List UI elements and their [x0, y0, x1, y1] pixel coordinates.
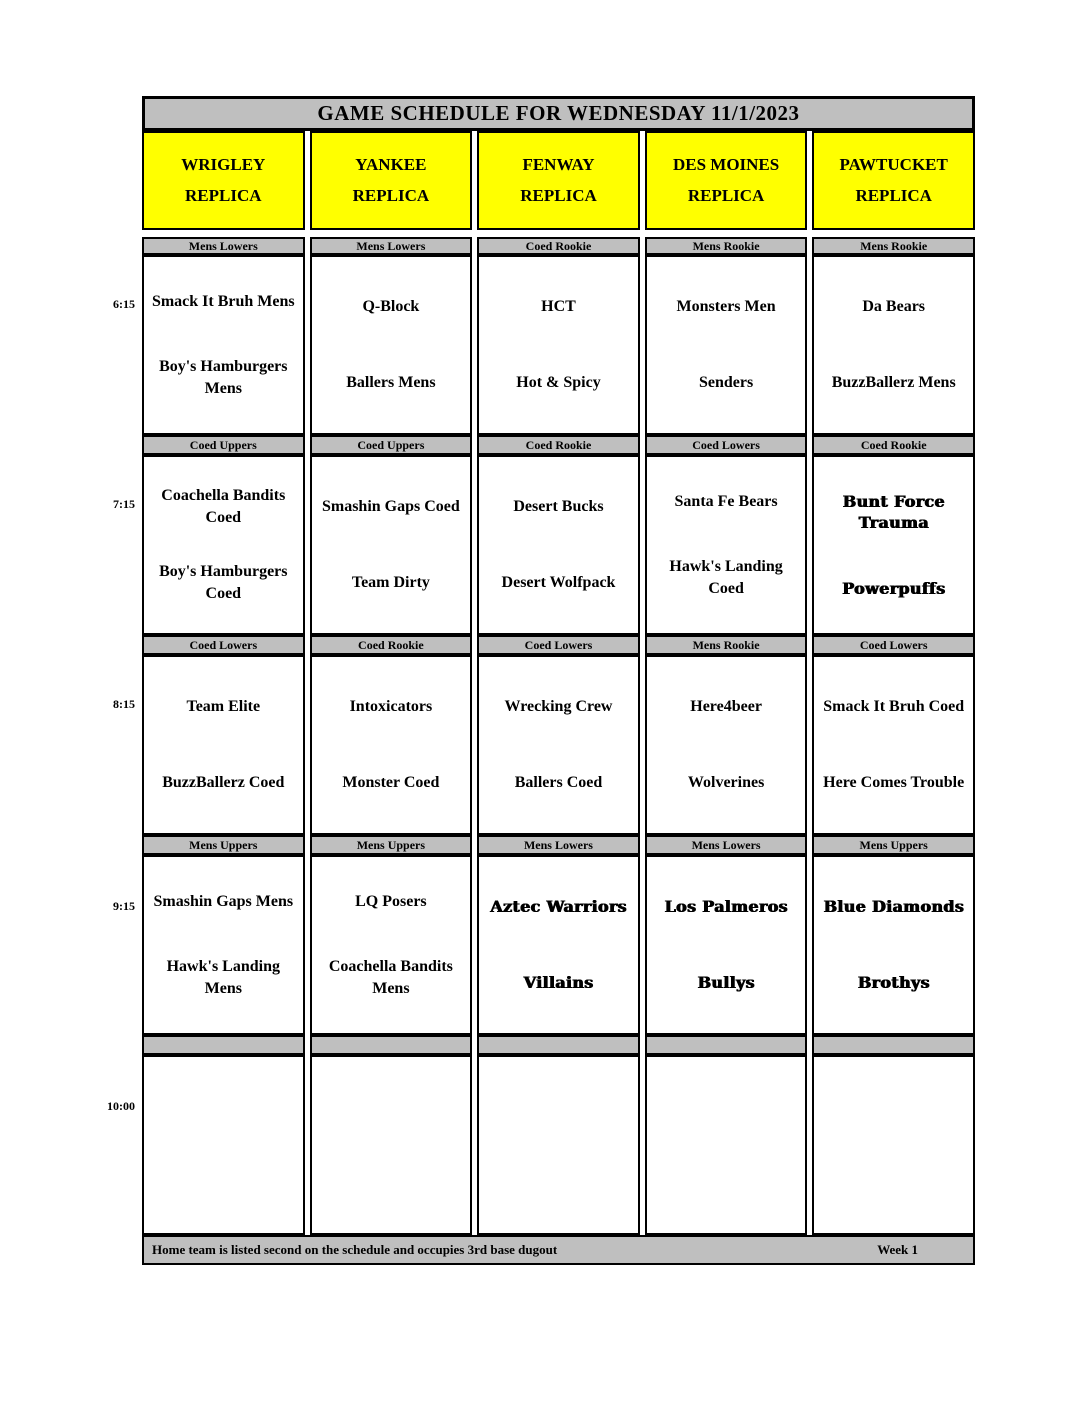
away-team: Here4beer: [690, 698, 762, 716]
field-name: YANKEE: [355, 155, 427, 175]
home-team: Wolverines: [687, 774, 765, 792]
division-label: Mens Lowers: [477, 835, 640, 855]
division-label: Coed Uppers: [310, 435, 473, 455]
away-team: Bunt Force Trauma: [842, 491, 945, 533]
game-cell: [477, 255, 640, 435]
home-team: Monster Coed: [342, 774, 440, 792]
division-label: Coed Lowers: [477, 635, 640, 655]
division-label: Coed Uppers: [142, 435, 305, 455]
home-team: Villains: [523, 973, 594, 993]
game-cell: [645, 455, 808, 635]
division-label: Coed Lowers: [142, 635, 305, 655]
division-label: Mens Uppers: [812, 835, 975, 855]
game-cell: [812, 255, 975, 435]
away-team: HCT: [541, 298, 576, 316]
time-label: 9:15: [113, 899, 135, 913]
division-label: Coed Rookie: [477, 237, 640, 255]
field-name: WRIGLEY: [181, 155, 266, 175]
away-team: Coachella Bandits Coed: [161, 487, 286, 526]
away-team: Aztec Warriors: [490, 897, 627, 917]
game-cell: [812, 1055, 975, 1235]
home-team: Brothys: [857, 973, 930, 993]
field-type: REPLICA: [687, 185, 765, 205]
schedule-table: [142, 96, 975, 1265]
field-type: REPLICA: [185, 185, 262, 205]
game-cell: [645, 655, 808, 835]
field-type: REPLICA: [352, 185, 430, 205]
away-team: Blue Diamonds: [823, 897, 965, 917]
away-team: Smashin Gaps Coed: [321, 498, 460, 516]
header-gap: [142, 230, 975, 237]
time-label: 7:15: [113, 497, 135, 511]
home-team: Bullys: [697, 973, 755, 993]
division-label: Mens Uppers: [310, 835, 473, 855]
division-label: Mens Rookie: [645, 635, 808, 655]
division-label: [477, 1035, 640, 1055]
field-header-des-moines: [645, 131, 808, 230]
game-cell: [645, 855, 808, 1035]
away-team: Smack It Bruh Coed: [823, 698, 965, 716]
division-label: [142, 1035, 305, 1055]
away-team: Q-Block: [362, 298, 420, 316]
home-team: Coachella Bandits Mens: [328, 958, 453, 997]
field-type: REPLICA: [855, 185, 932, 205]
division-label: [812, 1035, 975, 1055]
game-cell: [477, 455, 640, 635]
division-label: Coed Lowers: [645, 435, 808, 455]
division-label: Mens Lowers: [142, 237, 305, 255]
home-team: BuzzBallerz Coed: [162, 774, 285, 792]
game-cell: [142, 1055, 305, 1235]
away-team: Desert Bucks: [513, 498, 604, 516]
field-header-fenway: [477, 131, 640, 230]
game-cell: [142, 255, 305, 435]
away-team: Team Elite: [186, 698, 261, 716]
game-cell: [812, 655, 975, 835]
division-label: Coed Lowers: [812, 635, 975, 655]
division-label: Coed Rookie: [310, 635, 473, 655]
game-cell: [142, 855, 305, 1035]
game-cell: [477, 855, 640, 1035]
game-cell: [310, 655, 473, 835]
division-label: Mens Rookie: [812, 237, 975, 255]
page-title: GAME SCHEDULE FOR WEDNESDAY 11/1/2023: [142, 96, 975, 131]
game-cell: [310, 255, 473, 435]
division-label: Mens Rookie: [645, 237, 808, 255]
field-header-wrigley: [142, 131, 305, 230]
home-team: Hawk's Landing Coed: [669, 558, 783, 597]
game-cell: [310, 1055, 473, 1235]
home-team: Here Comes Trouble: [823, 774, 965, 792]
home-team: Ballers Mens: [346, 374, 436, 392]
away-team: Monsters Men: [676, 298, 776, 316]
home-team: Hot & Spicy: [516, 374, 601, 392]
home-team: Boy's Hamburgers Coed: [159, 563, 288, 602]
division-label: [310, 1035, 473, 1055]
footer-note: Home team is listed second on the schedule and occupies 3rd base dugout: [152, 1242, 558, 1257]
home-team: Hawk's Landing Mens: [166, 958, 280, 997]
game-cell: [310, 455, 473, 635]
time-label: 10:00: [107, 1099, 135, 1113]
home-team: BuzzBallerz Mens: [831, 374, 956, 392]
home-team: Ballers Coed: [514, 774, 603, 792]
game-cell: [645, 255, 808, 435]
game-cell: [477, 1055, 640, 1235]
field-header-pawtucket: [812, 131, 975, 230]
division-label: Mens Uppers: [142, 835, 305, 855]
home-team: Powerpuffs: [842, 578, 946, 598]
game-cell: [477, 655, 640, 835]
game-cell: [142, 455, 305, 635]
time-label: 6:15: [113, 297, 135, 311]
away-team: Da Bears: [862, 298, 926, 316]
footer-bar: [142, 1235, 975, 1265]
division-label: Coed Rookie: [477, 435, 640, 455]
field-header-yankee: [310, 131, 473, 230]
field-name: DES MOINES: [672, 155, 780, 175]
home-team: Senders: [698, 374, 754, 392]
division-label: Mens Lowers: [645, 835, 808, 855]
division-label: Coed Rookie: [812, 435, 975, 455]
week-label: Week 1: [877, 1242, 918, 1257]
game-cell: [310, 855, 473, 1035]
game-cell: [645, 1055, 808, 1235]
division-label: Mens Lowers: [310, 237, 473, 255]
home-team: Team Dirty: [351, 574, 430, 592]
away-team: Santa Fe Bears: [674, 492, 778, 510]
away-team: Los Palmeros: [664, 897, 788, 917]
game-cell: [812, 455, 975, 635]
field-name: FENWAY: [522, 155, 595, 175]
away-team: Intoxicators: [349, 698, 433, 716]
field-name: PAWTUCKET: [839, 155, 948, 175]
away-team: Smack It Bruh Mens: [151, 292, 295, 310]
home-team: Boy's Hamburgers Mens: [159, 358, 288, 397]
field-type: REPLICA: [520, 185, 597, 205]
time-label: 8:15: [113, 697, 135, 711]
division-label: [645, 1035, 808, 1055]
away-team: Wrecking Crew: [504, 698, 613, 716]
game-cell: [812, 855, 975, 1035]
home-team: Desert Wolfpack: [501, 574, 616, 592]
game-cell: [142, 655, 305, 835]
away-team: Smashin Gaps Mens: [153, 892, 294, 910]
away-team: LQ Posers: [355, 892, 427, 910]
